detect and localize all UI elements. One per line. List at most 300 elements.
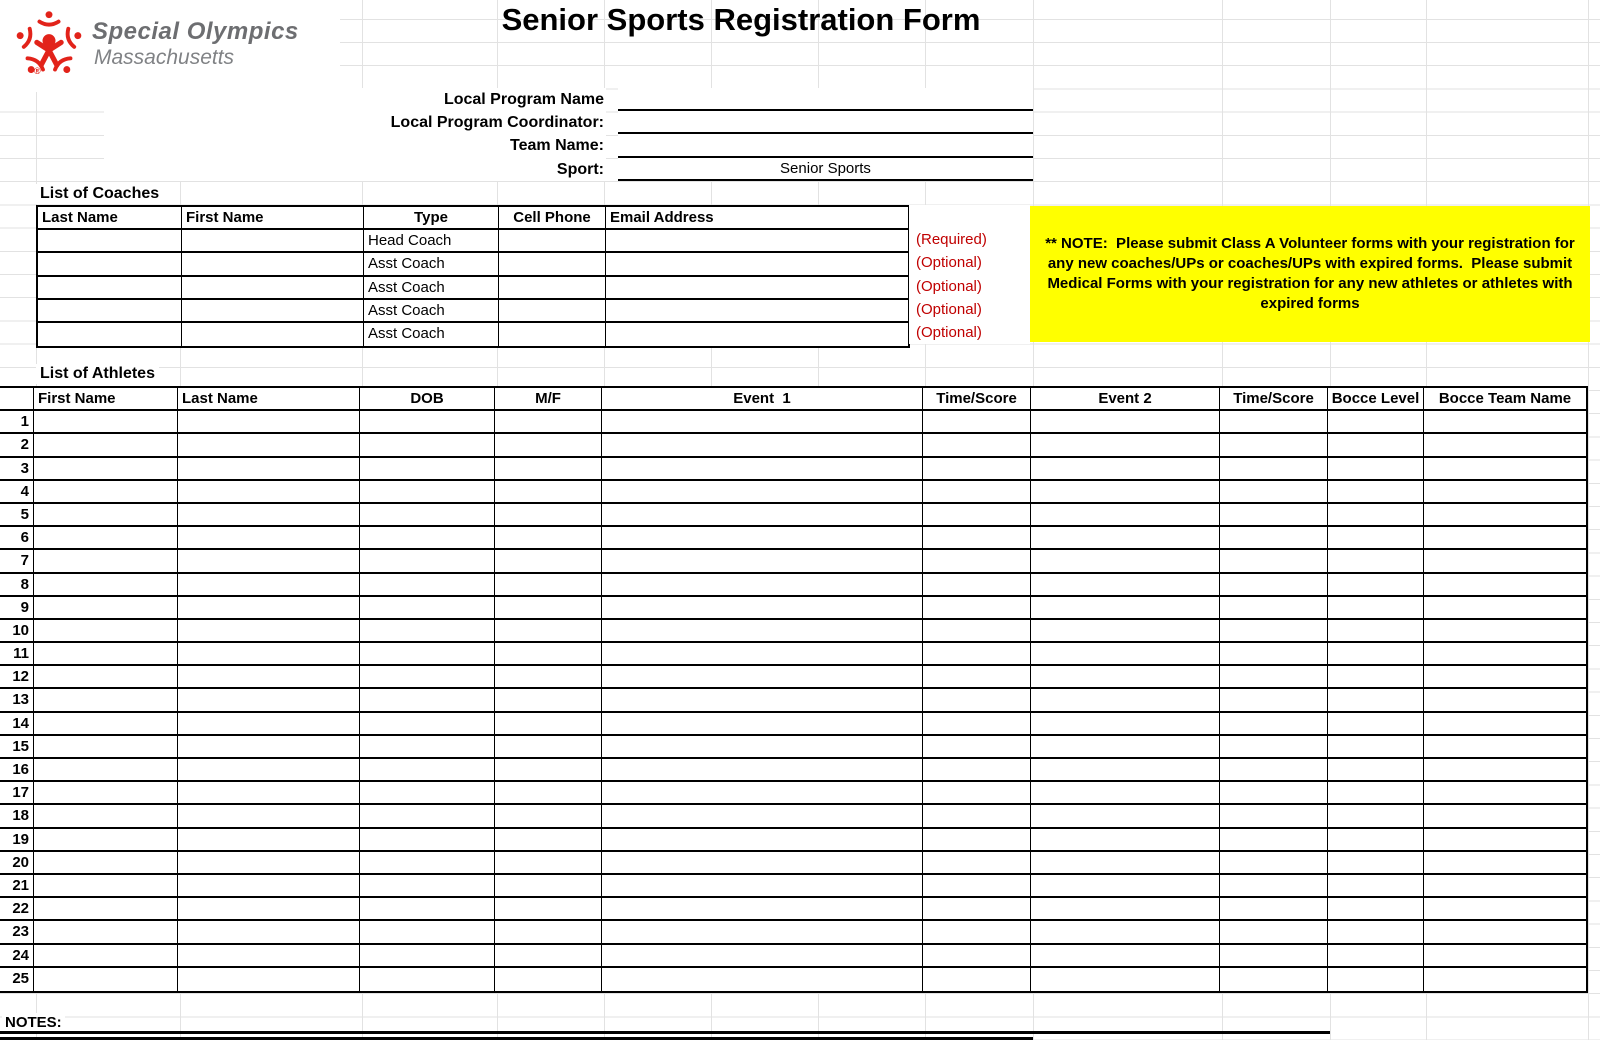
athlete-entry-cell[interactable] bbox=[602, 945, 923, 968]
athlete-entry-cell[interactable] bbox=[1328, 852, 1424, 875]
athlete-entry-cell[interactable] bbox=[495, 829, 602, 852]
athlete-entry-cell[interactable] bbox=[178, 759, 360, 782]
athlete-entry-cell[interactable] bbox=[1220, 945, 1328, 968]
athlete-entry-cell[interactable] bbox=[1328, 411, 1424, 434]
athlete-entry-cell[interactable] bbox=[1220, 968, 1328, 991]
athlete-entry-cell[interactable] bbox=[495, 527, 602, 550]
form-label-3: Sport: bbox=[104, 158, 606, 181]
athlete-entry-cell[interactable] bbox=[1031, 527, 1220, 550]
athlete-entry-cell[interactable] bbox=[923, 481, 1031, 504]
athlete-entry-cell[interactable] bbox=[495, 458, 602, 481]
athlete-entry-cell[interactable] bbox=[1328, 898, 1424, 921]
page-title: Senior Sports Registration Form bbox=[501, 2, 981, 37]
athlete-entry-cell[interactable] bbox=[34, 852, 178, 875]
athlete-entry-cell[interactable] bbox=[34, 713, 178, 736]
athlete-entry-cell[interactable] bbox=[360, 481, 495, 504]
athlete-row-number: 10 bbox=[0, 620, 34, 643]
athlete-entry-cell[interactable] bbox=[360, 434, 495, 457]
form-field-2[interactable] bbox=[618, 134, 1033, 157]
athlete-header-4: Event 1 bbox=[602, 388, 923, 411]
athlete-entry-cell[interactable] bbox=[602, 921, 923, 944]
athlete-entry-cell[interactable] bbox=[923, 898, 1031, 921]
athlete-entry-cell[interactable] bbox=[1328, 458, 1424, 481]
athlete-entry-cell[interactable] bbox=[923, 829, 1031, 852]
athlete-entry-cell[interactable] bbox=[1031, 852, 1220, 875]
athlete-entry-cell[interactable] bbox=[178, 434, 360, 457]
athlete-entry-cell[interactable] bbox=[1031, 574, 1220, 597]
coach-entry-cell[interactable] bbox=[499, 253, 606, 276]
athlete-entry-cell[interactable] bbox=[1031, 666, 1220, 689]
athlete-entry-cell[interactable] bbox=[178, 481, 360, 504]
athlete-entry-cell[interactable] bbox=[1220, 921, 1328, 944]
coach-entry-cell[interactable] bbox=[38, 277, 182, 300]
athlete-entry-cell[interactable] bbox=[360, 504, 495, 527]
athlete-entry-cell[interactable] bbox=[1424, 805, 1586, 828]
coach-header-1: First Name bbox=[182, 207, 364, 230]
athlete-entry-cell[interactable] bbox=[1220, 898, 1328, 921]
athlete-entry-cell[interactable] bbox=[923, 759, 1031, 782]
athlete-entry-cell[interactable] bbox=[1424, 852, 1586, 875]
athlete-entry-cell[interactable] bbox=[178, 805, 360, 828]
athlete-entry-cell[interactable] bbox=[34, 782, 178, 805]
athlete-entry-cell[interactable] bbox=[602, 620, 923, 643]
form-field-1[interactable] bbox=[618, 111, 1033, 134]
athlete-entry-cell[interactable] bbox=[1220, 411, 1328, 434]
athlete-entry-cell[interactable] bbox=[178, 713, 360, 736]
athlete-row-number: 14 bbox=[0, 713, 34, 736]
athlete-entry-cell[interactable] bbox=[1031, 898, 1220, 921]
athlete-entry-cell[interactable] bbox=[178, 898, 360, 921]
athlete-entry-cell[interactable] bbox=[495, 945, 602, 968]
athlete-entry-cell[interactable] bbox=[495, 852, 602, 875]
athlete-entry-cell[interactable] bbox=[1424, 550, 1586, 573]
athlete-entry-cell[interactable] bbox=[1424, 597, 1586, 620]
coach-entry-cell[interactable] bbox=[499, 300, 606, 323]
athlete-entry-cell[interactable] bbox=[360, 852, 495, 875]
athlete-entry-cell[interactable] bbox=[1031, 550, 1220, 573]
athlete-entry-cell[interactable] bbox=[923, 504, 1031, 527]
athlete-entry-cell[interactable] bbox=[923, 782, 1031, 805]
athlete-entry-cell[interactable] bbox=[602, 852, 923, 875]
coach-requirement-0: (Required) bbox=[916, 231, 987, 249]
athlete-entry-cell[interactable] bbox=[1031, 620, 1220, 643]
coach-entry-cell[interactable] bbox=[38, 300, 182, 323]
coach-header-2: Type bbox=[364, 207, 499, 230]
athlete-entry-cell[interactable] bbox=[178, 597, 360, 620]
athlete-entry-cell[interactable] bbox=[1031, 411, 1220, 434]
athlete-entry-cell[interactable] bbox=[923, 921, 1031, 944]
athlete-entry-cell[interactable] bbox=[360, 597, 495, 620]
athlete-entry-cell[interactable] bbox=[1424, 713, 1586, 736]
athlete-entry-cell[interactable] bbox=[602, 782, 923, 805]
athlete-entry-cell[interactable] bbox=[923, 597, 1031, 620]
coach-entry-cell[interactable] bbox=[38, 230, 182, 253]
athlete-entry-cell[interactable] bbox=[1424, 898, 1586, 921]
athlete-entry-cell[interactable] bbox=[1424, 945, 1586, 968]
athlete-entry-cell[interactable] bbox=[923, 689, 1031, 712]
coach-entry-cell[interactable] bbox=[182, 230, 364, 253]
coach-type-cell: Asst Coach bbox=[364, 253, 499, 276]
athlete-entry-cell[interactable] bbox=[495, 968, 602, 991]
athlete-entry-cell[interactable] bbox=[1031, 643, 1220, 666]
athlete-entry-cell[interactable] bbox=[360, 921, 495, 944]
athlete-entry-cell[interactable] bbox=[360, 759, 495, 782]
athlete-entry-cell[interactable] bbox=[602, 411, 923, 434]
athlete-entry-cell[interactable] bbox=[602, 968, 923, 991]
athlete-entry-cell[interactable] bbox=[178, 736, 360, 759]
athlete-entry-cell[interactable] bbox=[178, 458, 360, 481]
athlete-entry-cell[interactable] bbox=[1328, 968, 1424, 991]
athlete-entry-cell[interactable] bbox=[1328, 805, 1424, 828]
athlete-entry-cell[interactable] bbox=[1424, 504, 1586, 527]
athlete-entry-cell[interactable] bbox=[360, 829, 495, 852]
athlete-header-0: First Name bbox=[34, 388, 178, 411]
athlete-entry-cell[interactable] bbox=[34, 620, 178, 643]
athlete-entry-cell[interactable] bbox=[923, 411, 1031, 434]
athlete-entry-cell[interactable] bbox=[1220, 713, 1328, 736]
athlete-entry-cell[interactable] bbox=[178, 666, 360, 689]
athlete-entry-cell[interactable] bbox=[923, 805, 1031, 828]
athlete-entry-cell[interactable] bbox=[495, 875, 602, 898]
athlete-entry-cell[interactable] bbox=[34, 481, 178, 504]
athlete-entry-cell[interactable] bbox=[495, 643, 602, 666]
athlete-entry-cell[interactable] bbox=[34, 898, 178, 921]
athlete-entry-cell[interactable] bbox=[602, 759, 923, 782]
athlete-entry-cell[interactable] bbox=[923, 434, 1031, 457]
athlete-entry-cell[interactable] bbox=[495, 574, 602, 597]
coach-entry-cell[interactable] bbox=[606, 230, 908, 253]
athlete-entry-cell[interactable] bbox=[178, 504, 360, 527]
athlete-entry-cell[interactable] bbox=[360, 782, 495, 805]
athlete-entry-cell[interactable] bbox=[1328, 759, 1424, 782]
athlete-header-6: Event 2 bbox=[1031, 388, 1220, 411]
athlete-entry-cell[interactable] bbox=[923, 875, 1031, 898]
athlete-entry-cell[interactable] bbox=[1220, 527, 1328, 550]
athlete-entry-cell[interactable] bbox=[602, 574, 923, 597]
athlete-entry-cell[interactable] bbox=[495, 434, 602, 457]
athlete-entry-cell[interactable] bbox=[495, 736, 602, 759]
athlete-row-number: 6 bbox=[0, 527, 34, 550]
athlete-entry-cell[interactable] bbox=[34, 805, 178, 828]
athlete-row-number: 7 bbox=[0, 550, 34, 573]
athlete-entry-cell[interactable] bbox=[1424, 759, 1586, 782]
athlete-entry-cell[interactable] bbox=[34, 643, 178, 666]
athlete-entry-cell[interactable] bbox=[1220, 574, 1328, 597]
athlete-entry-cell[interactable] bbox=[923, 736, 1031, 759]
athlete-entry-cell[interactable] bbox=[1328, 434, 1424, 457]
athlete-entry-cell[interactable] bbox=[923, 852, 1031, 875]
coach-entry-cell[interactable] bbox=[182, 323, 364, 346]
athlete-entry-cell[interactable] bbox=[602, 736, 923, 759]
athlete-entry-cell[interactable] bbox=[360, 527, 495, 550]
athlete-entry-cell[interactable] bbox=[1031, 713, 1220, 736]
notes-label: NOTES: bbox=[2, 1013, 65, 1032]
athlete-entry-cell[interactable] bbox=[1328, 875, 1424, 898]
athlete-entry-cell[interactable] bbox=[602, 898, 923, 921]
athlete-entry-cell[interactable] bbox=[602, 875, 923, 898]
athlete-entry-cell[interactable] bbox=[1424, 921, 1586, 944]
athlete-entry-cell[interactable] bbox=[1424, 875, 1586, 898]
athlete-entry-cell[interactable] bbox=[923, 713, 1031, 736]
athlete-entry-cell[interactable] bbox=[178, 411, 360, 434]
coach-entry-cell[interactable] bbox=[182, 277, 364, 300]
athlete-entry-cell[interactable] bbox=[923, 527, 1031, 550]
athlete-entry-cell[interactable] bbox=[602, 527, 923, 550]
athlete-entry-cell[interactable] bbox=[1424, 689, 1586, 712]
athlete-entry-cell[interactable] bbox=[602, 458, 923, 481]
athlete-entry-cell[interactable] bbox=[1424, 829, 1586, 852]
athlete-entry-cell[interactable] bbox=[923, 574, 1031, 597]
athlete-entry-cell[interactable] bbox=[1328, 666, 1424, 689]
athlete-entry-cell[interactable] bbox=[495, 666, 602, 689]
athlete-entry-cell[interactable] bbox=[495, 597, 602, 620]
athlete-entry-cell[interactable] bbox=[495, 689, 602, 712]
athlete-entry-cell[interactable] bbox=[1220, 550, 1328, 573]
athlete-entry-cell[interactable] bbox=[1328, 550, 1424, 573]
athlete-entry-cell[interactable] bbox=[1328, 689, 1424, 712]
coach-entry-cell[interactable] bbox=[499, 230, 606, 253]
athlete-entry-cell[interactable] bbox=[178, 527, 360, 550]
athlete-entry-cell[interactable] bbox=[1424, 411, 1586, 434]
athlete-row-number: 17 bbox=[0, 782, 34, 805]
notes-writing-line-1[interactable] bbox=[0, 1031, 1330, 1034]
coach-entry-cell[interactable] bbox=[606, 253, 908, 276]
athlete-entry-cell[interactable] bbox=[923, 643, 1031, 666]
athlete-entry-cell[interactable] bbox=[178, 643, 360, 666]
athlete-entry-cell[interactable] bbox=[495, 713, 602, 736]
athlete-entry-cell[interactable] bbox=[1328, 945, 1424, 968]
athlete-entry-cell[interactable] bbox=[178, 875, 360, 898]
athlete-entry-cell[interactable] bbox=[1031, 829, 1220, 852]
athlete-entry-cell[interactable] bbox=[34, 597, 178, 620]
athlete-entry-cell[interactable] bbox=[1220, 805, 1328, 828]
athlete-entry-cell[interactable] bbox=[360, 945, 495, 968]
athlete-entry-cell[interactable] bbox=[495, 805, 602, 828]
athlete-entry-cell[interactable] bbox=[1220, 620, 1328, 643]
athlete-entry-cell[interactable] bbox=[1220, 829, 1328, 852]
athlete-entry-cell[interactable] bbox=[178, 852, 360, 875]
athlete-entry-cell[interactable] bbox=[1424, 968, 1586, 991]
athlete-entry-cell[interactable] bbox=[1031, 434, 1220, 457]
athlete-entry-cell[interactable] bbox=[34, 759, 178, 782]
athlete-entry-cell[interactable] bbox=[602, 829, 923, 852]
athlete-entry-cell[interactable] bbox=[34, 550, 178, 573]
athlete-entry-cell[interactable] bbox=[178, 968, 360, 991]
athlete-entry-cell[interactable] bbox=[1424, 574, 1586, 597]
athlete-entry-cell[interactable] bbox=[1328, 620, 1424, 643]
athlete-entry-cell[interactable] bbox=[360, 713, 495, 736]
athlete-entry-cell[interactable] bbox=[1031, 921, 1220, 944]
athlete-entry-cell[interactable] bbox=[360, 736, 495, 759]
athlete-entry-cell[interactable] bbox=[360, 643, 495, 666]
athlete-entry-cell[interactable] bbox=[1031, 458, 1220, 481]
athlete-row-number: 8 bbox=[0, 574, 34, 597]
athlete-entry-cell[interactable] bbox=[1328, 829, 1424, 852]
athlete-entry-cell[interactable] bbox=[1424, 458, 1586, 481]
coach-entry-cell[interactable] bbox=[606, 300, 908, 323]
athlete-entry-cell[interactable] bbox=[34, 411, 178, 434]
coach-entry-cell[interactable] bbox=[606, 323, 908, 346]
athlete-entry-cell[interactable] bbox=[923, 968, 1031, 991]
athlete-header-corner bbox=[0, 388, 34, 411]
athlete-entry-cell[interactable] bbox=[178, 689, 360, 712]
athlete-entry-cell[interactable] bbox=[1424, 666, 1586, 689]
athlete-entry-cell[interactable] bbox=[1424, 620, 1586, 643]
athlete-entry-cell[interactable] bbox=[34, 434, 178, 457]
athlete-entry-cell[interactable] bbox=[1328, 597, 1424, 620]
athlete-entry-cell[interactable] bbox=[602, 481, 923, 504]
athlete-entry-cell[interactable] bbox=[1031, 736, 1220, 759]
coach-entry-cell[interactable] bbox=[38, 323, 182, 346]
athlete-entry-cell[interactable] bbox=[495, 782, 602, 805]
athlete-entry-cell[interactable] bbox=[34, 504, 178, 527]
athlete-entry-cell[interactable] bbox=[34, 527, 178, 550]
athlete-entry-cell[interactable] bbox=[1328, 574, 1424, 597]
athlete-entry-cell[interactable] bbox=[495, 504, 602, 527]
athlete-entry-cell[interactable] bbox=[1031, 875, 1220, 898]
coach-entry-cell[interactable] bbox=[38, 253, 182, 276]
athlete-entry-cell[interactable] bbox=[1220, 689, 1328, 712]
athlete-entry-cell[interactable] bbox=[178, 829, 360, 852]
athlete-entry-cell[interactable] bbox=[360, 620, 495, 643]
athlete-entry-cell[interactable] bbox=[1031, 968, 1220, 991]
athlete-entry-cell[interactable] bbox=[602, 805, 923, 828]
athlete-entry-cell[interactable] bbox=[34, 458, 178, 481]
athlete-entry-cell[interactable] bbox=[1031, 689, 1220, 712]
athlete-entry-cell[interactable] bbox=[1220, 434, 1328, 457]
athlete-row-number: 5 bbox=[0, 504, 34, 527]
athlete-entry-cell[interactable] bbox=[923, 666, 1031, 689]
athlete-entry-cell[interactable] bbox=[1424, 736, 1586, 759]
athlete-entry-cell[interactable] bbox=[178, 921, 360, 944]
form-field-0[interactable] bbox=[618, 88, 1033, 111]
athlete-entry-cell[interactable] bbox=[1424, 643, 1586, 666]
athlete-entry-cell[interactable] bbox=[495, 550, 602, 573]
form-field-3[interactable]: Senior Sports bbox=[618, 158, 1033, 181]
athlete-entry-cell[interactable] bbox=[602, 689, 923, 712]
athlete-entry-cell[interactable] bbox=[178, 945, 360, 968]
athlete-entry-cell[interactable] bbox=[360, 968, 495, 991]
athlete-entry-cell[interactable] bbox=[602, 434, 923, 457]
athlete-entry-cell[interactable] bbox=[178, 574, 360, 597]
athlete-entry-cell[interactable] bbox=[1031, 759, 1220, 782]
athlete-entry-cell[interactable] bbox=[495, 481, 602, 504]
athlete-entry-cell[interactable] bbox=[1328, 504, 1424, 527]
athlete-entry-cell[interactable] bbox=[34, 666, 178, 689]
athlete-entry-cell[interactable] bbox=[1220, 852, 1328, 875]
athlete-entry-cell[interactable] bbox=[1220, 458, 1328, 481]
athlete-entry-cell[interactable] bbox=[1424, 434, 1586, 457]
athlete-entry-cell[interactable] bbox=[1031, 782, 1220, 805]
athlete-entry-cell[interactable] bbox=[1220, 875, 1328, 898]
athlete-entry-cell[interactable] bbox=[602, 550, 923, 573]
athlete-entry-cell[interactable] bbox=[923, 458, 1031, 481]
coach-entry-cell[interactable] bbox=[182, 253, 364, 276]
athlete-entry-cell[interactable] bbox=[1031, 597, 1220, 620]
athlete-entry-cell[interactable] bbox=[602, 713, 923, 736]
athlete-entry-cell[interactable] bbox=[1328, 782, 1424, 805]
athlete-entry-cell[interactable] bbox=[1220, 643, 1328, 666]
athlete-entry-cell[interactable] bbox=[1328, 736, 1424, 759]
athlete-entry-cell[interactable] bbox=[1328, 481, 1424, 504]
athlete-entry-cell[interactable] bbox=[34, 689, 178, 712]
athlete-entry-cell[interactable] bbox=[34, 875, 178, 898]
athlete-entry-cell[interactable] bbox=[1220, 666, 1328, 689]
coach-type-cell: Asst Coach bbox=[364, 277, 499, 300]
logo-text-special-olympics: Special Olympics bbox=[92, 18, 299, 45]
athlete-entry-cell[interactable] bbox=[1424, 527, 1586, 550]
athlete-entry-cell[interactable] bbox=[1220, 782, 1328, 805]
athlete-entry-cell[interactable] bbox=[178, 620, 360, 643]
athlete-row-number: 13 bbox=[0, 689, 34, 712]
athlete-header-2: DOB bbox=[360, 388, 495, 411]
athlete-entry-cell[interactable] bbox=[1031, 504, 1220, 527]
athlete-entry-cell[interactable] bbox=[34, 921, 178, 944]
form-label-0: Local Program Name bbox=[104, 88, 606, 111]
athlete-entry-cell[interactable] bbox=[602, 643, 923, 666]
athlete-entry-cell[interactable] bbox=[1031, 805, 1220, 828]
athlete-entry-cell[interactable] bbox=[1328, 713, 1424, 736]
athlete-entry-cell[interactable] bbox=[360, 689, 495, 712]
athlete-entry-cell[interactable] bbox=[34, 829, 178, 852]
coach-entry-cell[interactable] bbox=[499, 323, 606, 346]
athlete-entry-cell[interactable] bbox=[34, 736, 178, 759]
athlete-entry-cell[interactable] bbox=[1220, 481, 1328, 504]
athlete-entry-cell[interactable] bbox=[1220, 597, 1328, 620]
athlete-entry-cell[interactable] bbox=[1328, 643, 1424, 666]
athlete-entry-cell[interactable] bbox=[495, 411, 602, 434]
athlete-entry-cell[interactable] bbox=[1031, 945, 1220, 968]
coach-entry-cell[interactable] bbox=[606, 277, 908, 300]
athlete-entry-cell[interactable] bbox=[360, 898, 495, 921]
athlete-entry-cell[interactable] bbox=[360, 666, 495, 689]
athlete-entry-cell[interactable] bbox=[923, 620, 1031, 643]
athlete-entry-cell[interactable] bbox=[360, 574, 495, 597]
coach-type-cell: Asst Coach bbox=[364, 323, 499, 346]
athlete-entry-cell[interactable] bbox=[923, 945, 1031, 968]
coach-entry-cell[interactable] bbox=[182, 300, 364, 323]
athlete-entry-cell[interactable] bbox=[602, 597, 923, 620]
athlete-entry-cell[interactable] bbox=[1328, 527, 1424, 550]
athlete-entry-cell[interactable] bbox=[1220, 736, 1328, 759]
athlete-row-number: 22 bbox=[0, 898, 34, 921]
athlete-entry-cell[interactable] bbox=[1424, 782, 1586, 805]
coach-entry-cell[interactable] bbox=[499, 277, 606, 300]
athlete-entry-cell[interactable] bbox=[178, 550, 360, 573]
athlete-entry-cell[interactable] bbox=[1424, 481, 1586, 504]
athlete-entry-cell[interactable] bbox=[495, 620, 602, 643]
athlete-entry-cell[interactable] bbox=[1220, 759, 1328, 782]
athlete-entry-cell[interactable] bbox=[34, 945, 178, 968]
athlete-entry-cell[interactable] bbox=[34, 968, 178, 991]
athlete-entry-cell[interactable] bbox=[602, 504, 923, 527]
athlete-entry-cell[interactable] bbox=[1328, 921, 1424, 944]
athlete-entry-cell[interactable] bbox=[34, 574, 178, 597]
athlete-entry-cell[interactable] bbox=[1220, 504, 1328, 527]
athlete-entry-cell[interactable] bbox=[360, 550, 495, 573]
athlete-entry-cell[interactable] bbox=[495, 898, 602, 921]
athlete-entry-cell[interactable] bbox=[178, 782, 360, 805]
athlete-entry-cell[interactable] bbox=[360, 805, 495, 828]
athlete-entry-cell[interactable] bbox=[360, 875, 495, 898]
athlete-entry-cell[interactable] bbox=[360, 411, 495, 434]
athlete-entry-cell[interactable] bbox=[602, 666, 923, 689]
athlete-entry-cell[interactable] bbox=[1031, 481, 1220, 504]
athlete-entry-cell[interactable] bbox=[360, 458, 495, 481]
athlete-entry-cell[interactable] bbox=[495, 921, 602, 944]
athlete-entry-cell[interactable] bbox=[495, 759, 602, 782]
athlete-entry-cell[interactable] bbox=[923, 550, 1031, 573]
